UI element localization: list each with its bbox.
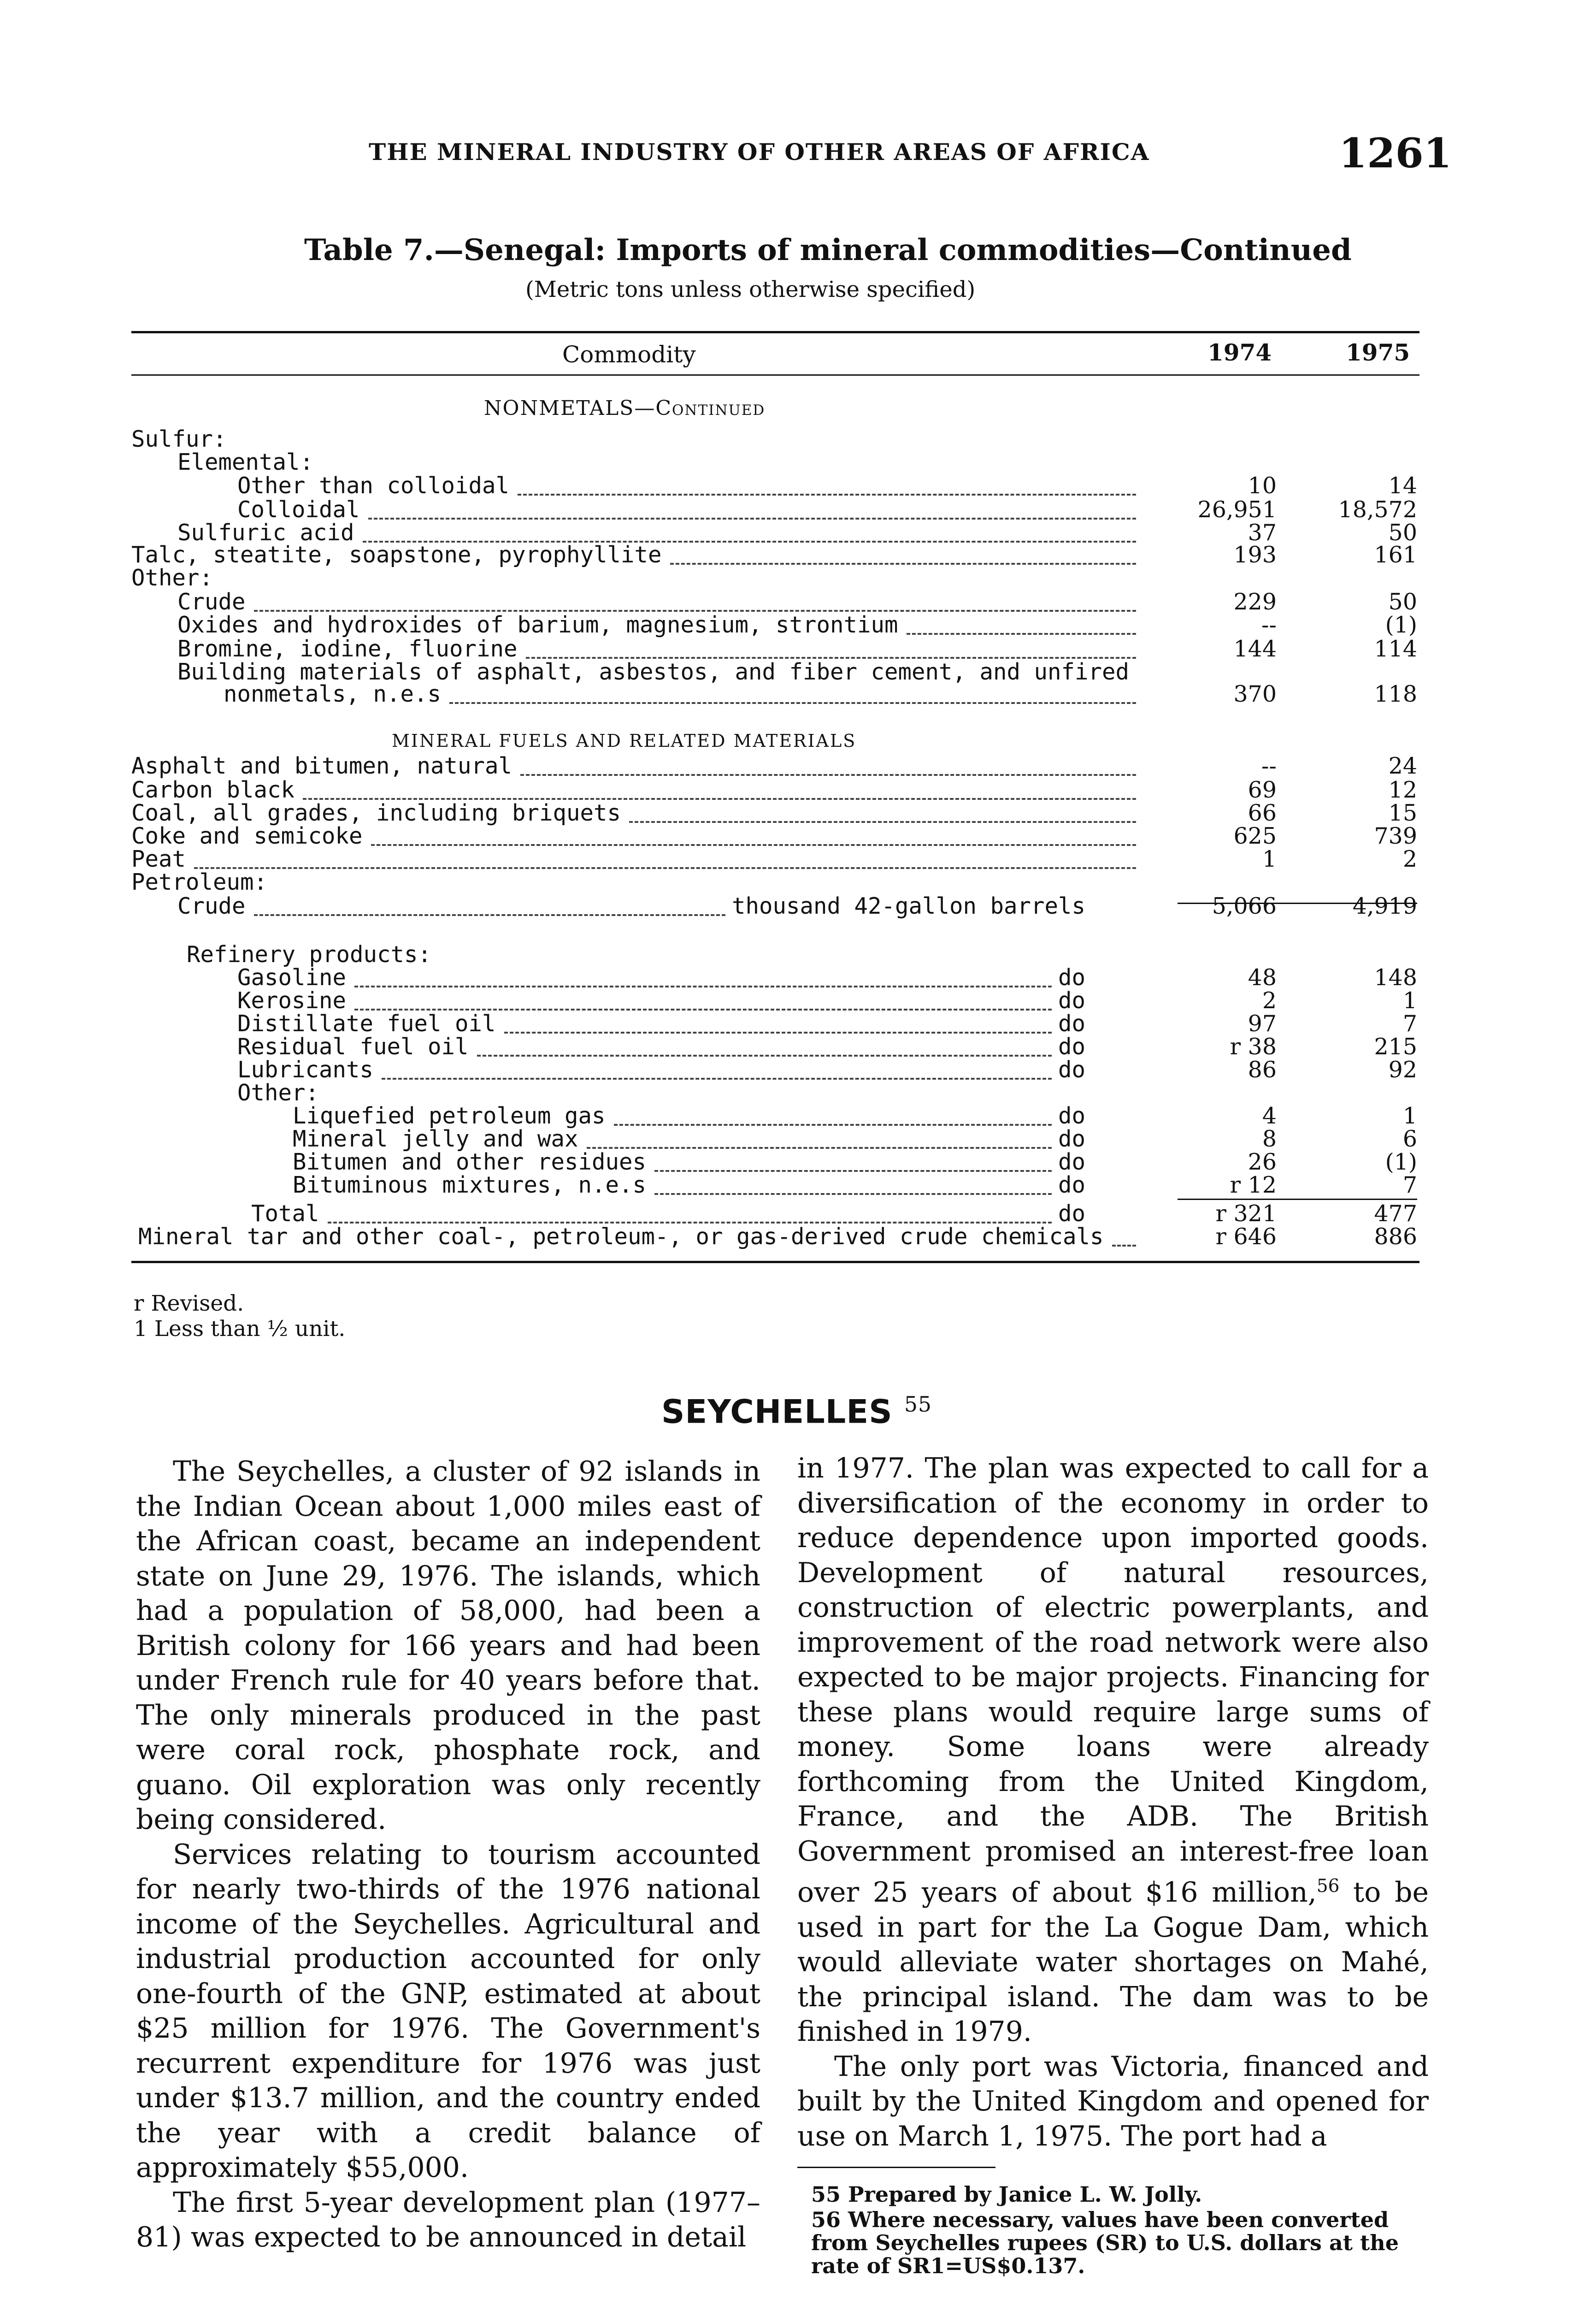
- crude-total-rule: [1178, 903, 1417, 904]
- value-1974: 10: [1248, 473, 1277, 499]
- running-head: THE MINERAL INDUSTRY OF OTHER AREAS OF AFRICA: [369, 138, 1150, 165]
- value-1975: 6: [1402, 1126, 1417, 1152]
- table-subtitle: (Metric tons unless otherwise specified): [525, 277, 976, 302]
- table-row: [131, 1150, 1419, 1174]
- row-label: Talc, steatite, soapstone, pyrophyllite: [131, 542, 662, 568]
- table-row: [131, 1202, 1419, 1226]
- value-1974: r 321: [1215, 1200, 1277, 1227]
- dot-leader: [518, 492, 1136, 496]
- row-label: Colloidal: [237, 496, 360, 523]
- row-label: Building materials of asphalt, asbestos, and fiber cement, and unfired: [177, 659, 1130, 685]
- row-label: Coal, all grades, including briquets: [131, 800, 621, 826]
- row-unit: do: [1058, 987, 1086, 1014]
- value-1975: 215: [1374, 1034, 1417, 1060]
- value-1974: 625: [1233, 823, 1277, 849]
- row-label: Bitumen and other residues: [293, 1149, 647, 1175]
- row-label: Kerosine: [237, 987, 347, 1014]
- value-1975: 161: [1374, 542, 1417, 568]
- table-row: [131, 989, 1419, 1013]
- section-title-footnote-ref: 55: [904, 1392, 932, 1417]
- value-1975: 15: [1388, 800, 1417, 826]
- dot-leader: [670, 561, 1136, 565]
- row-label: Distillate fuel oil: [237, 1011, 496, 1037]
- dot-leader: [354, 1007, 1052, 1011]
- column-header-1975: 1975: [1346, 339, 1410, 366]
- value-1974: 26: [1248, 1149, 1277, 1175]
- dot-leader: [520, 773, 1136, 776]
- footnote-56: 56 Where necessary, values have been converted from Seychelles rupees (SR) to U.S. dollars at the rate of SR1=US$0.137.: [811, 2207, 1399, 2278]
- value-1974: 193: [1233, 542, 1277, 568]
- table-row: [131, 966, 1419, 990]
- table-row: [131, 1173, 1419, 1197]
- row-label: nonmetals, n.e.s: [224, 681, 442, 707]
- dot-leader: [526, 656, 1136, 659]
- table-row: [131, 778, 1419, 802]
- value-1975: (1): [1385, 1149, 1417, 1175]
- value-1975: 50: [1388, 589, 1417, 615]
- table-row: [131, 450, 1419, 474]
- row-unit: do: [1058, 1103, 1086, 1129]
- value-1974: 66: [1248, 800, 1277, 826]
- table-row: [131, 1035, 1419, 1059]
- value-1975: 14: [1388, 473, 1417, 499]
- value-1974: 2: [1262, 987, 1277, 1014]
- table-row: [131, 427, 1419, 451]
- value-1974: 48: [1248, 964, 1277, 991]
- row-label: Mineral tar and other coal-, petroleum-, or gas-derived crude chemicals: [138, 1223, 1104, 1250]
- value-1975: 7: [1402, 1172, 1417, 1198]
- table-row: [131, 1058, 1419, 1082]
- row-unit: do: [1058, 1011, 1086, 1037]
- table-row: [131, 566, 1419, 590]
- row-label: Peat: [131, 846, 186, 872]
- dot-leader: [354, 984, 1052, 987]
- value-1975: 50: [1388, 520, 1417, 546]
- table-row: [131, 801, 1419, 825]
- dot-leader: [254, 609, 1136, 612]
- row-label: Crude: [177, 893, 246, 919]
- row-label: Other than colloidal: [237, 473, 510, 499]
- value-1975: 4,919: [1352, 893, 1417, 919]
- value-1974: r 646: [1215, 1223, 1277, 1250]
- value-1974: 69: [1248, 777, 1277, 803]
- footnote-ref-56: 56: [1316, 1876, 1340, 1897]
- paragraph-text: to be used in part for the La Gogue Dam, which would alleviate water shortages on Mahé, the principal island. The dam was to be finished in 1979.: [797, 1876, 1429, 2048]
- column-header-commodity: Commodity: [562, 341, 696, 368]
- row-label: Refinery products:: [187, 941, 432, 968]
- row-label: Asphalt and bitumen, natural: [131, 753, 512, 779]
- row-unit: do: [1058, 1149, 1086, 1175]
- footnote-rule: [797, 2167, 995, 2168]
- table-row: [131, 590, 1419, 614]
- article-paragraph: The first 5-year development plan (1977–81) was expected to be announced in detail: [136, 2186, 760, 2253]
- row-unit: do: [1058, 1200, 1086, 1227]
- dot-leader: [907, 632, 1136, 635]
- section-title: [661, 1392, 932, 1430]
- footnote-55: 55 Prepared by Janice L. W. Jolly.: [811, 2182, 1202, 2207]
- row-label: Other:: [131, 565, 213, 591]
- dot-leader: [371, 843, 1136, 846]
- article-paragraph: [797, 1451, 1429, 2050]
- table-row: [131, 474, 1419, 498]
- row-unit: do: [1058, 1034, 1086, 1060]
- value-1974: 5,066: [1212, 893, 1277, 919]
- table-footnote-revised: r Revised.: [134, 1291, 244, 1316]
- value-1975: 114: [1374, 636, 1417, 662]
- row-label: Petroleum:: [131, 869, 268, 895]
- dot-leader: [194, 866, 1136, 869]
- value-1974: 86: [1248, 1057, 1277, 1083]
- value-1975: 2: [1402, 846, 1417, 872]
- article-right-column: [797, 1451, 1429, 2154]
- value-1974: 144: [1233, 636, 1277, 662]
- dot-leader: [654, 1169, 1052, 1172]
- row-label: Sulfur:: [131, 426, 227, 452]
- table-top-rule: [131, 331, 1419, 333]
- row-label: Total: [251, 1200, 319, 1227]
- row-unit: do: [1058, 1172, 1086, 1198]
- dot-leader: [382, 1076, 1052, 1080]
- row-label: Crude: [177, 589, 246, 615]
- dot-leader: [368, 516, 1136, 520]
- value-1974: 37: [1248, 520, 1277, 546]
- value-1975: 18,572: [1338, 496, 1417, 523]
- row-label: Bromine, iodine, fluorine: [177, 636, 518, 662]
- article-paragraph: The only port was Victoria, financed and built by the United Kingdom and opened for use on March 1, 1975. The port had a: [797, 2050, 1429, 2152]
- value-1974: 4: [1262, 1103, 1277, 1129]
- page-number: 1261: [1339, 129, 1452, 177]
- table-bottom-rule: [131, 1261, 1419, 1263]
- table-row: [131, 1225, 1419, 1249]
- value-1974: 229: [1233, 589, 1277, 615]
- value-1975: 148: [1374, 964, 1417, 991]
- value-1974: 370: [1233, 681, 1277, 707]
- value-1975: 1: [1402, 1103, 1417, 1129]
- section-heading-nonmetals: NONMETALS—Continued: [484, 396, 766, 420]
- row-label: Lubricants: [237, 1057, 374, 1083]
- row-label: Gasoline: [237, 964, 347, 991]
- value-1974: 1: [1262, 846, 1277, 872]
- value-1975: 886: [1374, 1223, 1417, 1250]
- value-1975: 7: [1402, 1011, 1417, 1037]
- section-title-text: SEYCHELLES: [661, 1393, 893, 1431]
- table-title: Table 7.—Senegal: Imports of mineral commodities—Continued: [304, 233, 1352, 267]
- table-row: [131, 682, 1419, 706]
- value-1975: 12: [1388, 777, 1417, 803]
- row-label: Coke and semicoke: [131, 823, 363, 849]
- value-1974: 26,951: [1197, 496, 1277, 523]
- value-1974: --: [1261, 612, 1277, 638]
- table-row: [131, 894, 1419, 918]
- table-footnote-less-than-half: 1 Less than ½ unit.: [134, 1316, 346, 1342]
- table-row: [131, 754, 1419, 778]
- value-1975: 92: [1388, 1057, 1417, 1083]
- value-1974: --: [1261, 753, 1277, 779]
- value-1975: 739: [1374, 823, 1417, 849]
- value-1975: (1): [1385, 612, 1417, 638]
- table-row: [131, 1012, 1419, 1036]
- table-row: [131, 943, 1419, 967]
- article-paragraph: Services relating to tourism accounted for nearly two-thirds of the 1976 national income of the Seychelles. Agricultural and industrial production accounted for only one-fourth of the GNP, estimated at about $25 million for 1976. The Government's recurrent expenditure for 1976 was just under $13.7 million, and the country ended the year with a credit balance of approximately $55,000.: [136, 1838, 760, 2184]
- table-row: [131, 1104, 1419, 1128]
- table-row: [131, 1081, 1419, 1105]
- value-1974: 97: [1248, 1011, 1277, 1037]
- dot-leader: [587, 1146, 1052, 1149]
- row-label: Bituminous mixtures, n.e.s: [293, 1172, 647, 1198]
- article-paragraph: The Seychelles, a cluster of 92 islands in the Indian Ocean about 1,000 miles east of the African coast, became an independent state on June 29, 1976. The islands, which had a population of 58,000, had been a British colony for 166 years and had been under French rule for 40 years before that. The only minerals produced in the past were coral rock, phosphate rock, and guano. Oil exploration was only recently being considered.: [136, 1455, 760, 1836]
- dot-leader: [254, 913, 725, 916]
- row-unit: thousand 42-gallon barrels: [732, 893, 1086, 919]
- total-rule: [1178, 1199, 1417, 1200]
- dot-leader: [629, 820, 1136, 823]
- dot-leader: [303, 797, 1136, 800]
- value-1975: 1: [1402, 987, 1417, 1014]
- article-left-column: [136, 1454, 760, 2255]
- row-unit: do: [1058, 1126, 1086, 1152]
- dot-leader: [504, 1030, 1052, 1034]
- value-1974: r 12: [1230, 1172, 1277, 1198]
- row-label: Carbon black: [131, 777, 295, 803]
- value-1974: r 38: [1230, 1034, 1277, 1060]
- section-heading-mineral-fuels: MINERAL FUELS AND RELATED MATERIALS: [392, 731, 857, 751]
- dot-leader: [1112, 1243, 1136, 1247]
- row-label: Residual fuel oil: [237, 1034, 469, 1060]
- header-bottom-rule: [131, 374, 1419, 376]
- row-label: Other:: [237, 1080, 319, 1106]
- dot-leader: [654, 1192, 1052, 1195]
- dot-leader: [449, 701, 1136, 704]
- row-label: Oxides and hydroxides of barium, magnesium, strontium: [177, 612, 898, 638]
- row-label: Liquefied petroleum gas: [293, 1103, 606, 1129]
- column-header-1974: 1974: [1207, 339, 1272, 366]
- dot-leader: [477, 1053, 1052, 1057]
- table-row: [131, 870, 1419, 894]
- dot-leader: [614, 1123, 1052, 1126]
- table-row: [131, 637, 1419, 661]
- value-1975: 24: [1388, 753, 1417, 779]
- table-row: [131, 498, 1419, 522]
- row-label: Sulfuric acid: [177, 520, 354, 546]
- row-label: Elemental:: [177, 449, 314, 475]
- table-row: [131, 613, 1419, 637]
- row-unit: do: [1058, 964, 1086, 991]
- dot-leader: [328, 1220, 1052, 1223]
- row-unit: do: [1058, 1057, 1086, 1083]
- value-1974: 8: [1262, 1126, 1277, 1152]
- table-row: [131, 543, 1419, 567]
- table-row: [131, 847, 1419, 871]
- value-1975: 118: [1374, 681, 1417, 707]
- row-label: Mineral jelly and wax: [293, 1126, 578, 1152]
- value-1975: 477: [1374, 1200, 1417, 1227]
- paragraph-text: in 1977. The plan was expected to call for a diversification of the economy in order to reduce dependence upon imported goods. Development of natural resources, construction of electric powerplants, and improvement of the road network were also expected to be major projects. Financing for these plans would require large sums of money. Some loans were already forthcoming from the United Kingdom, France, and the ADB. The British Government promised an interest-free loan over 25 years of about $16 million,: [797, 1452, 1429, 1909]
- table-row: [131, 824, 1419, 848]
- table-row: [131, 1127, 1419, 1151]
